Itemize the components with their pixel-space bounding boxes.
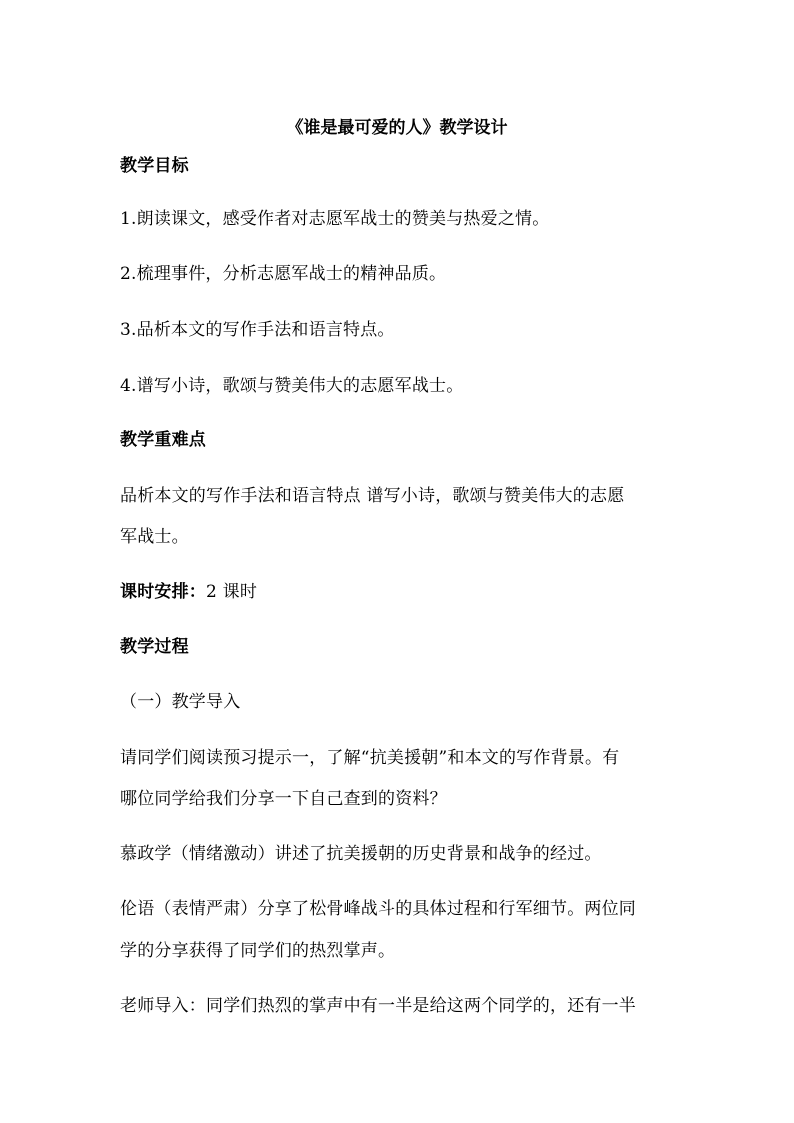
objective-item-3: 3.品析本文的写作手法和语言特点。 bbox=[120, 320, 395, 340]
paragraph-3-line-1: 伦语（表情严肃）分享了松骨峰战斗的具体过程和行军细节。两位同 bbox=[120, 899, 636, 919]
document-title: 《谁是最可爱的人》教学设计 bbox=[286, 118, 508, 138]
paragraph-1-line-1: 请同学们阅读预习提示一，了解“抗美援朝”和本文的写作背景。有 bbox=[120, 748, 620, 768]
objectives-heading: 教学目标 bbox=[120, 156, 189, 176]
key-points-text-line-2: 军战士。 bbox=[120, 527, 189, 547]
schedule-label: 课时安排： bbox=[120, 582, 206, 602]
schedule-line bbox=[120, 582, 257, 602]
key-points-heading: 教学重难点 bbox=[120, 430, 206, 450]
paragraph-1-line-2: 哪位同学给我们分享一下自己查到的资料？ bbox=[120, 789, 447, 809]
schedule-value: 2 课时 bbox=[206, 582, 258, 602]
paragraph-3-line-2: 学的分享获得了同学们的热烈掌声。 bbox=[120, 941, 396, 961]
process-heading: 教学过程 bbox=[120, 637, 189, 657]
key-points-text-line-1: 品析本文的写作手法和语言特点 谱写小诗，歌颂与赞美伟大的志愿 bbox=[120, 486, 625, 506]
objective-item-4: 4.谱写小诗，歌颂与赞美伟大的志愿军战士。 bbox=[120, 376, 464, 396]
paragraph-2: 慕政学（情绪激动）讲述了抗美援朝的历史背景和战争的经过。 bbox=[120, 844, 602, 864]
objective-item-1: 1.朗读课文，感受作者对志愿军战士的赞美与热爱之情。 bbox=[120, 209, 550, 229]
objective-item-2: 2.梳理事件，分析志愿军战士的精神品质。 bbox=[120, 264, 447, 284]
intro-subheading: （一）教学导入 bbox=[120, 692, 241, 712]
paragraph-4-line-1: 老师导入：同学们热烈的掌声中有一半是给这两个同学的，还有一半 bbox=[120, 996, 636, 1016]
